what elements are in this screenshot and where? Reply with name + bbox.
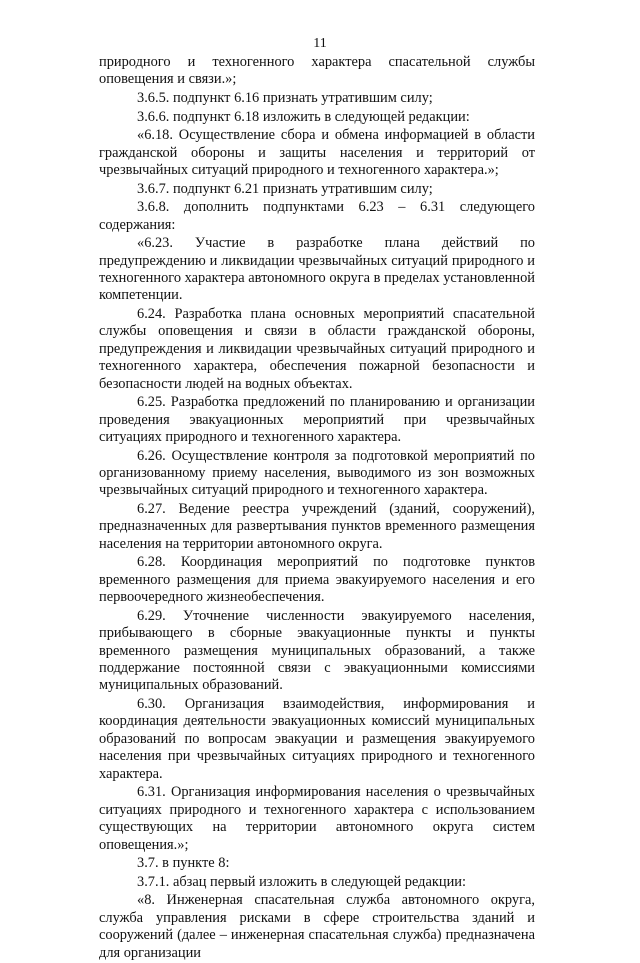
paragraph-6-30: 6.30. Организация взаимодействия, информирования и координация деятельности эвакуационных комиссий муниципальных образований по вопросам эвакуации и размещения эвакуируемого населения при чрезвычайных ситуациях природного и техногенного характера. xyxy=(99,696,535,782)
paragraph-continuation: природного и техногенного характера спасательной службы оповещения и связи.»; xyxy=(99,54,535,88)
paragraph-8: «8. Инженерная спасательная служба автономного округа, служба управления рисками в сфере строительства зданий и сооружений (далее – инженерная спасательная служба) предназначена для организации xyxy=(99,892,535,961)
paragraph-6-23: «6.23. Участие в разработке плана действий по предупреждению и ликвидации чрезвычайных ситуаций природного и техногенного характера автономного округа в пределах установленной компетенции. xyxy=(99,235,535,304)
paragraph-6-24: 6.24. Разработка плана основных мероприятий спасательной службы оповещения и связи в области гражданской обороны, предупреждения и ликвидации чрезвычайных ситуаций природного и техногенного характера, обеспечения пожарной безопасности и безопасности людей на водных объектах. xyxy=(99,306,535,392)
paragraph-3-6-6: 3.6.6. подпункт 6.18 изложить в следующей редакции: xyxy=(137,108,470,125)
page-number: 11 xyxy=(313,36,327,51)
paragraph-3-7-1: 3.7.1. абзац первый изложить в следующей редакции: xyxy=(137,873,466,890)
paragraph-3-6-8: 3.6.8. дополнить подпунктами 6.23 – 6.31 следующего содержания: xyxy=(99,199,535,233)
paragraph-6-29: 6.29. Уточнение численности эвакуируемого населения, прибывающего в сборные эвакуационные пункты и пункты временного размещения муниципальных образований, а также поддержание постоянной связи с эвакуационными комиссиями муниципальных образований. xyxy=(99,607,535,694)
paragraph-3-6-5: 3.6.5. подпункт 6.16 признать утратившим силу; xyxy=(137,90,433,106)
paragraph-6-31: 6.31. Организация информирования населения о чрезвычайных ситуациях природного и техногенного характера с использованием существующих на территории автономного округа систем оповещения.»; xyxy=(99,784,535,853)
paragraph-6-18: «6.18. Осуществление сбора и обмена информацией в области гражданской обороны и защиты населения и территорий от чрезвычайных ситуаций природного и техногенного характера.»; xyxy=(99,127,535,178)
paragraph-6-28: 6.28. Координация мероприятий по подготовке пунктов временного размещения для приема эвакуируемого населения и его первоочередного жизнеобеспечения. xyxy=(99,554,535,606)
paragraph-3-6-7: 3.6.7. подпункт 6.21 признать утратившим силу; xyxy=(137,180,433,197)
paragraph-6-27: 6.27. Ведение реестра учреждений (зданий, сооружений), предназначенных для развертывания пунктов временного размещения населения на территории автономного округа. xyxy=(99,501,535,552)
paragraph-3-7: 3.7. в пункте 8: xyxy=(137,855,230,872)
paragraph-6-26: 6.26. Осуществление контроля за подготовкой мероприятий по организованному приему населения, выводимого из зон возможных чрезвычайных ситуаций природного и техногенного характера. xyxy=(99,447,535,499)
paragraph-6-25: 6.25. Разработка предложений по планированию и организации проведения эвакуационных мероприятий при чрезвычайных ситуациях природного и техногенного характера. xyxy=(99,394,535,446)
document-body xyxy=(99,54,535,963)
